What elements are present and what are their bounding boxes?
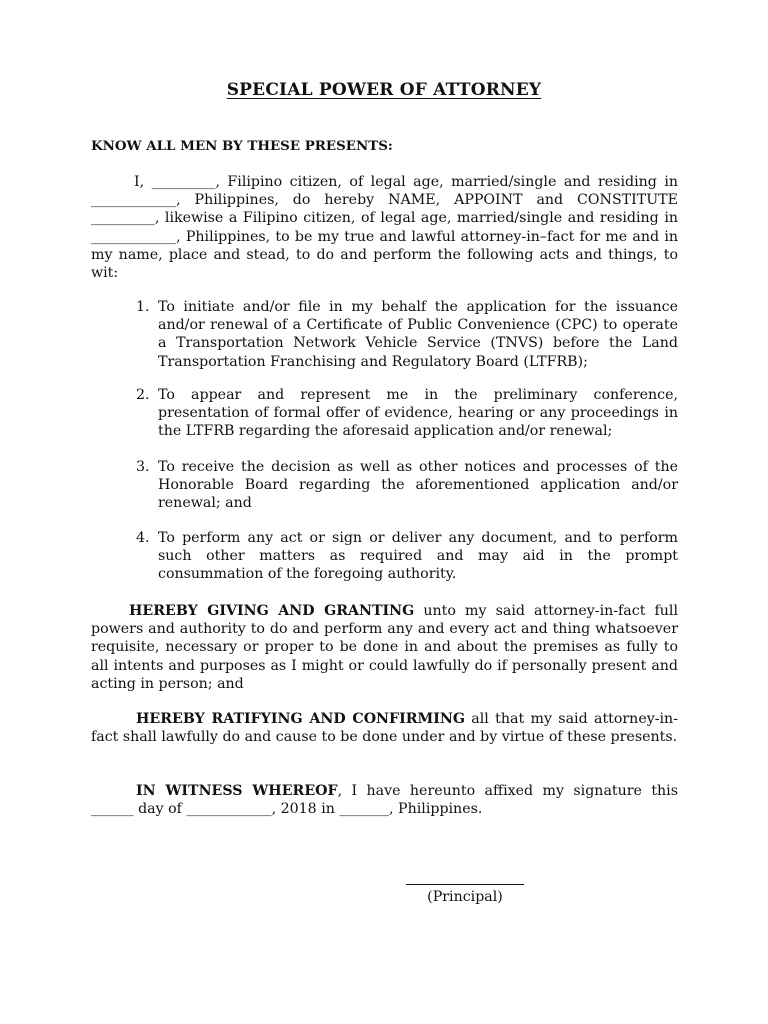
list-item-number: 3. (136, 459, 150, 475)
intro-paragraph: I, _________, Filipino citizen, of legal age, married/single and residing in ____________, Philippines, do hereby NAME, APPOINT and CONSTITUTE _________, likewise a Filipino citizen, of legal age, married/single and residing in ____________, Philippines, to be my true and lawful attorney-in–fact for me and in my name, place and stead, to do and perform the following acts and things, to wit: (91, 174, 678, 282)
list-item-number: 1. (136, 299, 150, 315)
document-title (0, 80, 768, 100)
list-item-text: To appear and represent me in the preliminary conference, presentation of formal offer of evidence, hearing or any proceedings in the LTFRB regarding the aforesaid application and/or renewal; (158, 387, 678, 440)
document-title-text: SPECIAL POWER OF ATTORNEY (226, 80, 542, 100)
list-item-4 (136, 529, 678, 584)
witness-lead: IN WITNESS WHEREOF (136, 783, 338, 799)
list-item-2 (136, 386, 678, 441)
list-item-text: To receive the decision as well as other notices and processes of the Honorable Board regarding the aforementioned application and/or renewal; and (158, 459, 678, 512)
signature-line (406, 884, 524, 885)
list-item-number: 2. (136, 387, 150, 403)
list-item-number: 4. (136, 530, 150, 546)
list-item-text: To initiate and/or file in my behalf the application for the issuance and/or renewal of a Certificate of Public Convenience (CPC) to operate a Transportation Network Vehicle Service (TNVS) before the Land Transportation Franchising and Regulatory Board (LTFRB); (158, 299, 678, 370)
ratifying-paragraph (91, 710, 678, 746)
signature-label: (Principal) (427, 889, 503, 905)
list-item-3 (136, 458, 678, 513)
granting-text: unto my said attorney-in-fact full powers and authority to do and perform any and every act and thing whatsoever requisite, necessary or proper to be done in and about the premises as fully to all intents and purposes as I might or could lawfully do if personally present and acting in person; and (91, 603, 678, 692)
granting-lead: HEREBY GIVING AND GRANTING (129, 603, 415, 619)
salutation: KNOW ALL MEN BY THESE PRESENTS: (91, 138, 393, 154)
granting-paragraph (91, 602, 678, 693)
ratifying-lead: HEREBY RATIFYING AND CONFIRMING (136, 711, 465, 727)
list-item-text: To perform any act or sign or deliver any document, and to perform such other matters as required and may aid in the prompt consummation of the foregoing authority. (158, 530, 678, 583)
list-item-1 (136, 298, 678, 371)
ratifying-text: all that my said attorney-in-fact shall lawfully do and cause to be done under and by virtue of these presents. (91, 711, 678, 746)
witness-text: , I have hereunto affixed my signature this ______ day of ____________, 2018 in _______, Philippines. (91, 783, 678, 818)
witness-paragraph (91, 782, 678, 818)
